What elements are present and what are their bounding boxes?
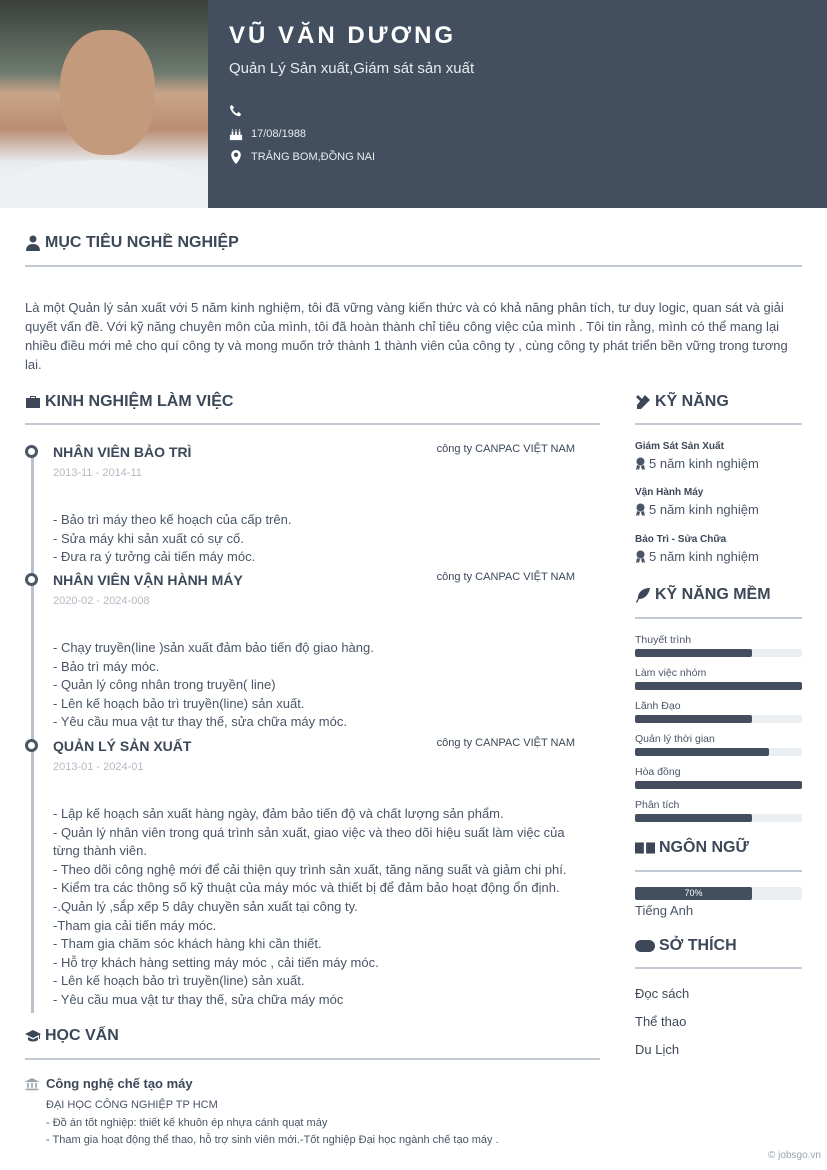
skills-heading-text: KỸ NĂNG [655,393,729,410]
soft-skills-heading [635,586,771,604]
job-bullet: - Lập kế hoạch sản xuất hàng ngày, đảm bảo tiến độ và chất lượng sản phẩm. [53,806,504,821]
birthday-text: 17/08/1988 [251,128,307,140]
divider [635,617,802,619]
job-bullet: - Kiểm tra các thông số kỹ thuật của máy móc và thiết bị để đảm bảo hoạt động ổn định. [53,880,560,896]
divider [25,423,600,425]
soft-skill-bar [635,649,802,657]
job-bullet: - Lên kế hoạch bảo trì truyền(line) sản xuất. [53,695,305,711]
soft-skill-fill [635,649,752,657]
job-bullet: - Tham gia chăm sóc khách hàng khi cần thiết. [53,936,322,952]
soft-skill-bar [635,748,802,756]
job-bullet: - Theo dõi công nghệ mới để cải thiện quy trình sản xuất, tăng năng suất và giảm chi phí. [53,861,567,877]
skill-name: Giám Sát Sản Xuất [635,441,724,452]
language-icon [635,840,655,856]
languages-heading [635,839,749,857]
phone-icon [229,104,243,118]
job-bullet: -.Quản lý ,sắp xếp 5 dây chuyền sản xuất tại công ty. [53,898,358,914]
language-level-bar [635,887,802,900]
soft-skill-bar [635,814,802,822]
education-major: Công nghệ chế tạo máy [46,1076,193,1091]
education-note: - Đồ án tốt nghiệp: thiết kế khuôn ép nhựa cánh quạt máy [46,1116,328,1129]
skill-years-text: 5 năm kinh nghiệm [649,502,759,517]
soft-skill-name: Quản lý thời gian [635,733,715,745]
profile-header [0,0,827,208]
objective-heading [25,234,239,252]
education-heading-text: HỌC VẤN [45,1027,119,1044]
university-icon [25,1078,39,1091]
graduation-cap-icon [25,1028,41,1044]
job-bullet: - Lên kế hoạch bảo trì truyền(line) sản xuất. [53,973,305,989]
languages-heading-text: NGÔN NGỮ [659,839,749,856]
skill-years-text: 5 năm kinh nghiệm [649,456,759,471]
divider [635,967,802,969]
job-bullet: - Bảo trì máy theo kế hoạch của cấp trên. [53,512,292,527]
job-bullet: - Yêu cầu mua vật tư thay thế, sửa chữa máy móc [53,991,344,1007]
objective-heading-text: MỤC TIÊU NGHỀ NGHIỆP [45,234,239,251]
skill-years-text: 5 năm kinh nghiệm [649,549,759,564]
hobbies-heading [635,937,737,955]
soft-skill-item [635,667,802,690]
job-bullet: - Sửa máy khi sản xuất có sự cố. [53,530,244,546]
user-tie-icon [25,235,41,251]
job-bullet: -Tham gia cải tiến máy móc. [53,917,217,933]
experience-heading-text: KINH NGHIỆM LÀM VIỆC [45,393,234,410]
timeline-dot-icon [25,739,38,752]
job-bullet: - Yêu cầu mua vật tư thay thế, sửa chữa máy móc. [53,714,347,730]
skill-item [635,441,805,471]
timeline-line [31,448,34,1013]
soft-skill-name: Lãnh Đạo [635,700,681,712]
location-pin-icon [229,150,243,164]
award-icon [635,503,646,516]
award-icon [635,457,646,470]
tools-icon [635,394,651,410]
candidate-name: VŨ VĂN DƯƠNG [229,22,457,49]
experience-heading [25,393,233,411]
soft-skill-bar [635,781,802,789]
job-bullets [53,805,583,1010]
education-heading [25,1027,119,1045]
education-school: ĐẠI HỌC CÔNG NGHIỆP TP HCM [46,1099,218,1111]
briefcase-icon [25,394,41,410]
divider [635,870,802,872]
soft-skill-fill [635,748,769,756]
address-text: TRẢNG BOM,ĐỒNG NAI [251,151,376,163]
soft-skill-item [635,634,802,657]
skills-heading [635,393,729,411]
job-bullet: - Bảo trì máy móc. [53,658,160,674]
language-item [635,885,802,918]
hobby-item: Du Lịch [635,1042,680,1057]
language-name: Tiếng Anh [635,903,694,918]
footer-credit: © jobsgo.vn [768,1150,821,1161]
skill-item [635,534,805,564]
job-title: QUẢN LÝ SẢN XUẤT [53,738,192,754]
soft-skill-bar [635,715,802,723]
soft-skill-name: Thuyết trình [635,634,692,646]
job-bullets [53,639,583,732]
job-dates: 2013-11 - 2014-11 [53,467,142,479]
skill-years [635,502,805,517]
feather-icon [635,587,651,603]
divider [635,423,802,425]
timeline-dot-icon [25,573,38,586]
education-note: - Tham gia hoạt động thể thao, hỗ trợ sinh viên mới.-Tốt nghiệp Đại học ngành chế tạo máy . [46,1134,499,1146]
soft-skill-name: Làm việc nhóm [635,667,707,679]
job-dates: 2020-02 - 2024-008 [53,595,150,607]
education-details [46,1097,499,1150]
soft-skill-fill [635,682,802,690]
soft-skill-name: Phân tích [635,799,680,811]
job-company: công ty CANPAC VIỆT NAM [436,737,575,749]
job-dates: 2013-01 - 2024-01 [53,761,144,773]
timeline-dot-icon [25,445,38,458]
job-title: NHÂN VIÊN BẢO TRÌ [53,444,192,460]
job-bullet: - Chạy truyền(line )sản xuất đảm bảo tiến độ giao hàng. [53,640,374,655]
gamepad-icon [635,938,655,954]
divider [25,265,802,267]
phone-row [229,104,251,118]
soft-skill-item [635,700,802,723]
soft-skill-name: Hòa đồng [635,766,681,778]
address-row [229,150,375,164]
job-bullet: - Đưa ra ý tưởng cải tiến máy móc. [53,549,256,565]
award-icon [635,550,646,563]
skill-name: Bảo Trì - Sửa Chữa [635,534,727,545]
job-bullet: - Hỗ trợ khách hàng setting máy móc , cải tiến máy móc. [53,954,379,970]
soft-skill-fill [635,715,752,723]
language-level-label: 70% [684,888,703,898]
job-title: NHÂN VIÊN VẬN HÀNH MÁY [53,572,243,588]
birthday-row [229,127,306,141]
avatar-photo [0,0,208,208]
job-company: công ty CANPAC VIỆT NAM [436,571,575,583]
job-company: công ty CANPAC VIỆT NAM [436,443,575,455]
soft-skill-item [635,799,802,822]
hobby-item: Thể thao [635,1014,687,1029]
skill-name: Vận Hành Máy [635,487,704,498]
candidate-title: Quản Lý Sản xuất,Giám sát sản xuất [229,60,475,77]
soft-skill-item [635,733,802,756]
hobby-item: Đọc sách [635,986,690,1001]
job-bullet: - Quản lý nhân viên trong quá trình sản xuất, giao việc và theo dõi hiệu suất làm việc của từng thành viên. [53,824,565,859]
soft-skill-fill [635,781,802,789]
soft-skill-item [635,766,802,789]
job-bullets [53,511,583,567]
skill-years [635,549,805,564]
soft-skills-heading-text: KỸ NĂNG MỀM [655,586,771,603]
job-bullet: - Quản lý công nhân trong truyền( line) [53,677,276,693]
objective-text: Là một Quản lý sản xuất với 5 năm kinh nghiệm, tôi đã vững vàng kiến thức và có khả năng phân tích, tư duy logic, quan sát và giải quyết vấn đề. Với kỹ năng chuyên môn của mình, tôi đã hoàn thành chỉ tiêu công việc của mình . Tôi tin rằng, mình có thể mang lại nhiều điều mới mẻ cho quí công ty và mong muốn trở thành 1 thành viên của công ty , cùng công ty phát triển bền vững trong tương lai. [25,300,788,372]
skill-item [635,487,805,517]
hobbies-heading-text: SỞ THÍCH [659,937,737,954]
skill-years [635,456,805,471]
soft-skill-fill [635,814,752,822]
soft-skill-bar [635,682,802,690]
divider [25,1058,600,1060]
birthday-cake-icon [229,127,243,141]
